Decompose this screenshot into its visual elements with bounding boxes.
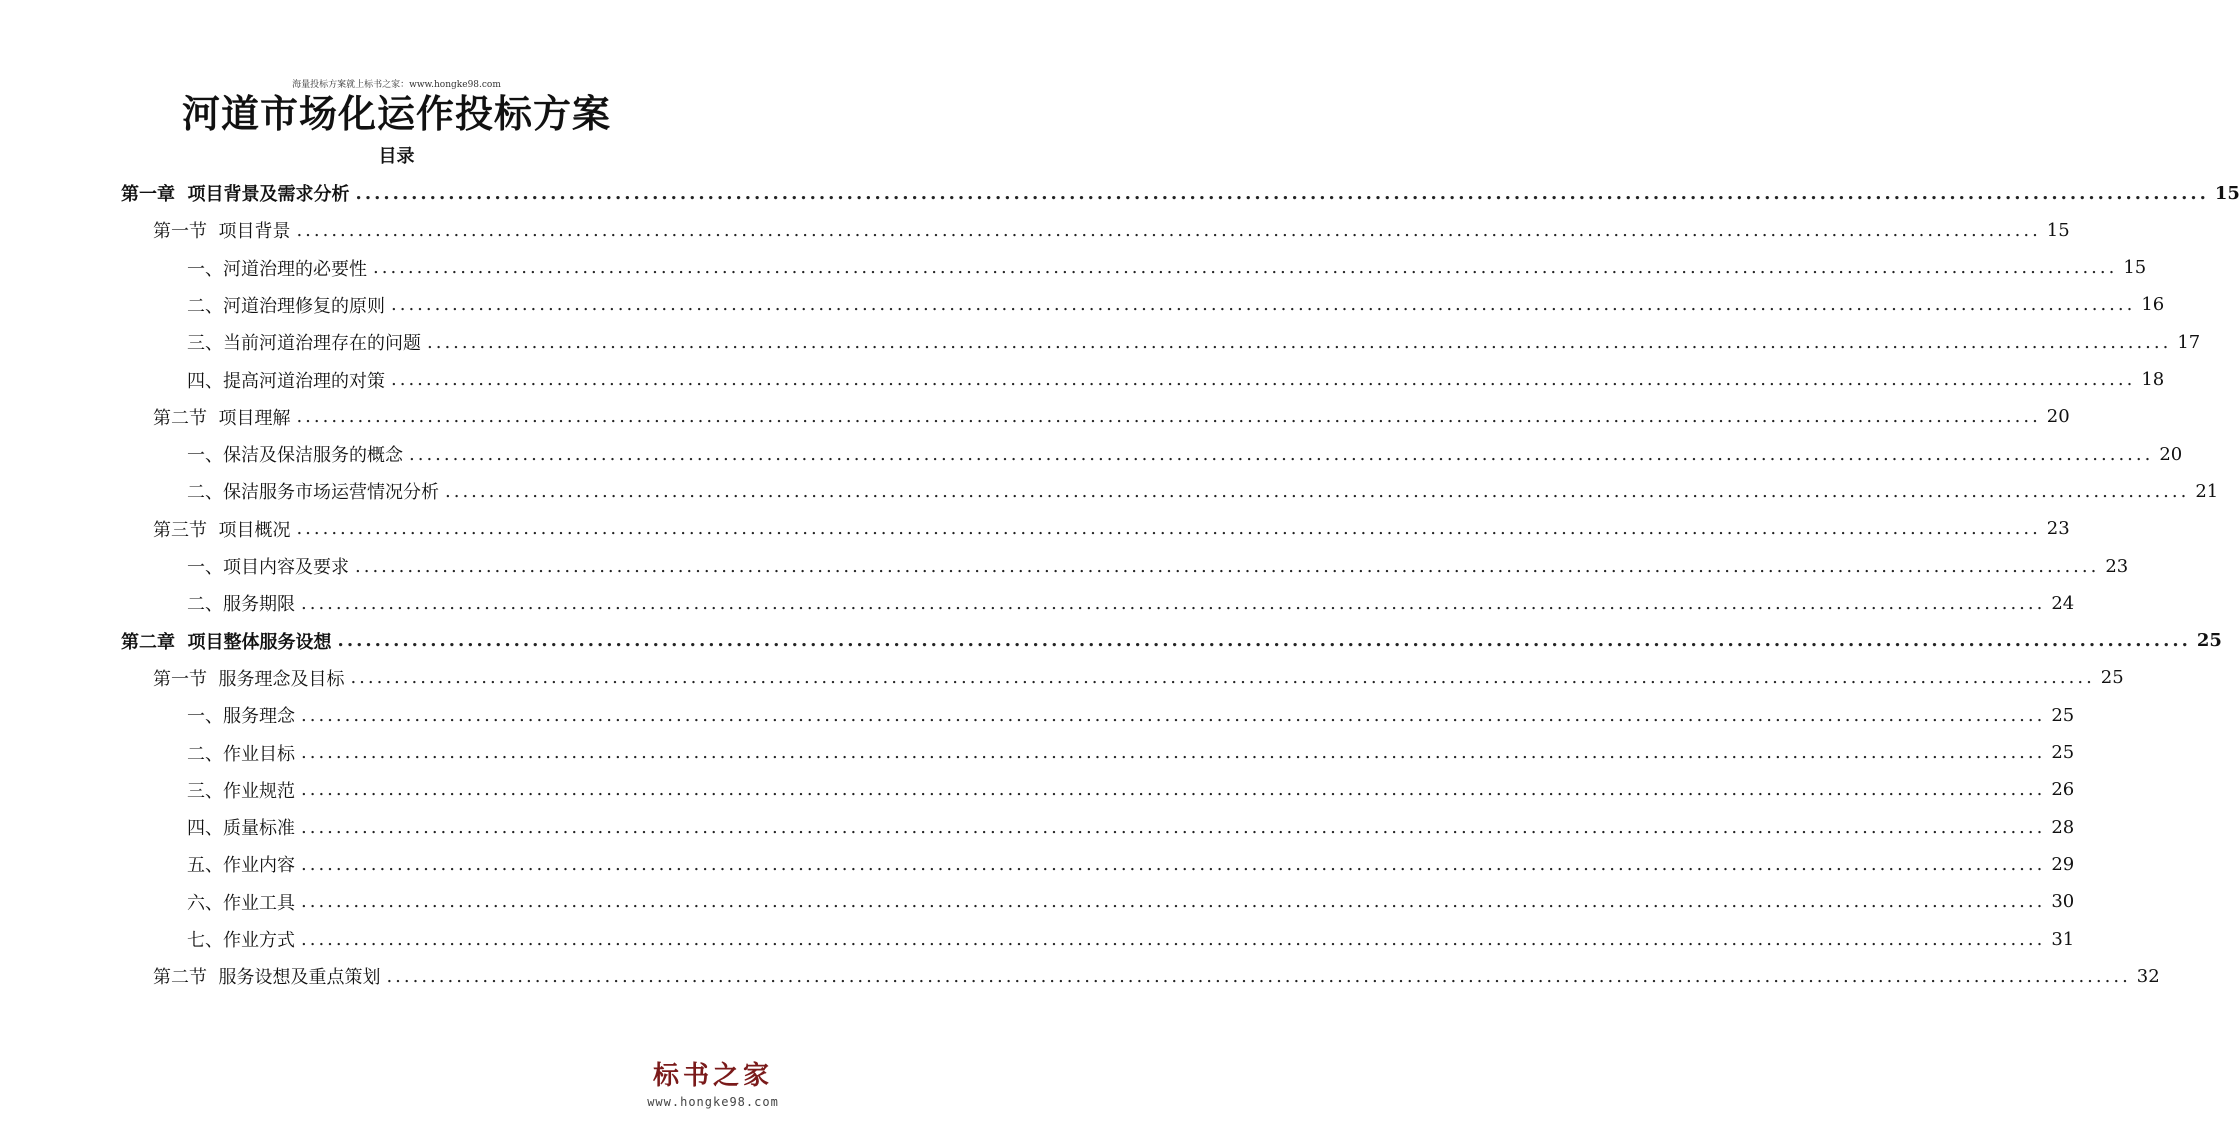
toc-entry[interactable] <box>0 512 2070 546</box>
toc-heading: 目录 <box>378 146 415 167</box>
toc-entry-page: 26 <box>2051 779 2075 801</box>
toc-entry[interactable] <box>0 400 2070 434</box>
toc-entry-page: 23 <box>2046 518 2070 540</box>
toc-entry-page: 15 <box>2046 219 2070 241</box>
toc-entry[interactable] <box>0 213 2070 247</box>
toc-entry-label: 二、作业目标 <box>187 743 295 765</box>
toc-entry-page: 25 <box>2051 742 2075 763</box>
toc-dot-leader: ........................................................................................................................................................................................................ <box>301 704 2046 726</box>
toc-dot-leader: ........................................................................................................................................................................................................ <box>373 257 2118 279</box>
toc-entry-label: 第一节 项目背景 <box>153 221 291 243</box>
toc-entry[interactable] <box>0 661 2124 695</box>
toc-dot-leader: ........................................................................................................................................................................................................ <box>301 816 2046 838</box>
toc-entry[interactable] <box>0 922 2075 956</box>
toc-entry-label: 第一节 服务理念及目标 <box>153 668 345 690</box>
toc-entry[interactable] <box>0 288 2165 322</box>
toc-entry-page: 28 <box>2051 816 2075 838</box>
toc-entry-page: 20 <box>2046 406 2070 428</box>
toc-entry[interactable] <box>0 885 2075 919</box>
toc-entry-label: 三、当前河道治理存在的问题 <box>187 333 421 355</box>
toc-entry-label: 七、作业方式 <box>187 930 295 951</box>
toc-entry-label: 第二章 项目整体服务设想 <box>121 631 332 653</box>
toc-entry-page: 17 <box>2177 331 2201 353</box>
toc-entry-label: 一、河道治理的必要性 <box>187 258 367 280</box>
toc-dot-leader: ........................................................................................................................................................................................................ <box>391 294 2136 316</box>
toc-entry-label: 二、保洁服务市场运营情况分析 <box>187 482 439 504</box>
toc-dot-leader: ........................................................................................................................................................................................................ <box>355 182 2209 204</box>
toc-entry[interactable] <box>0 437 2183 471</box>
toc-dot-leader: ........................................................................................................................................................................................................ <box>445 480 2190 502</box>
toc-entry[interactable] <box>0 810 2075 844</box>
toc-entry[interactable] <box>0 847 2075 881</box>
toc-entry[interactable] <box>0 586 2075 620</box>
toc-entry-page: 16 <box>2141 294 2165 316</box>
toc-entry-label: 第一章 项目背景及需求分析 <box>121 184 350 205</box>
toc-entry[interactable] <box>0 363 2165 397</box>
toc-entry-page: 31 <box>2051 928 2075 950</box>
toc-dot-leader: ........................................................................................................................................................................................................ <box>296 219 2041 241</box>
toc-entry-page: 32 <box>2136 965 2160 987</box>
toc-entry-label: 四、提高河道治理的对策 <box>187 370 385 392</box>
toc-entry-label: 二、服务期限 <box>187 594 295 616</box>
watermark-logo <box>638 1058 788 1110</box>
toc-dot-leader: ........................................................................................................................................................................................................ <box>391 369 2136 390</box>
toc-dot-leader: ........................................................................................................................................................................................................ <box>301 928 2046 950</box>
toc-entry-label: 二、河道治理修复的原则 <box>187 295 385 317</box>
toc-entry[interactable] <box>0 325 2201 359</box>
toc-entry-label: 第二节 项目理解 <box>153 407 291 429</box>
toc-entry[interactable] <box>0 698 2075 732</box>
toc-entry-page: 25 <box>2051 704 2075 726</box>
toc-dot-leader: ........................................................................................................................................................................................................ <box>301 853 2046 875</box>
header-note: 海量投标方案就上标书之家：www.hongke98.com <box>292 80 501 90</box>
toc-entry-label: 六、作业工具 <box>187 892 295 914</box>
toc-entry-label: 第二节 服务设想及重点策划 <box>153 967 381 989</box>
toc-entry-page: 29 <box>2051 853 2075 875</box>
toc-entry-page: 30 <box>2051 891 2075 913</box>
toc-dot-leader: ........................................................................................................................................................................................................ <box>296 518 2041 540</box>
toc-dot-leader: ........................................................................................................................................................................................................ <box>427 331 2172 353</box>
toc-entry-label: 五、作业内容 <box>187 855 295 877</box>
toc-dot-leader: ........................................................................................................................................................................................................ <box>301 742 2046 763</box>
document-title: 河道市场化运作投标方案 <box>181 91 611 136</box>
toc-entry-page: 18 <box>2141 369 2165 390</box>
toc-entry[interactable] <box>0 773 2075 807</box>
toc-entry[interactable] <box>0 624 2222 658</box>
toc-entry[interactable] <box>0 251 2147 285</box>
toc-entry-page: 25 <box>2196 630 2222 652</box>
toc-dot-leader: ........................................................................................................................................................................................................ <box>296 406 2041 428</box>
toc-dot-leader: ........................................................................................................................................................................................................ <box>301 891 2046 913</box>
toc-entry-label: 三、作业规范 <box>187 780 295 802</box>
toc-entry-label: 一、服务理念 <box>187 706 295 728</box>
toc-entry-label: 一、项目内容及要求 <box>187 557 349 578</box>
toc-entry-label: 四、质量标准 <box>187 818 295 840</box>
watermark-logo-name: 标书之家 <box>652 1061 773 1091</box>
toc-entry[interactable] <box>0 959 2160 993</box>
toc-entry-page: 15 <box>2214 182 2240 204</box>
toc-entry-label: 第三节 项目概况 <box>153 519 291 541</box>
toc-dot-leader: ........................................................................................................................................................................................................ <box>301 779 2046 801</box>
toc-dot-leader: ........................................................................................................................................................................................................ <box>386 965 2131 987</box>
toc-entry[interactable] <box>0 474 2219 508</box>
toc-dot-leader: ........................................................................................................................................................................................................ <box>355 555 2100 577</box>
toc-dot-leader: ........................................................................................................................................................................................................ <box>350 667 2095 689</box>
toc-entry-page: 21 <box>2195 480 2219 502</box>
toc-entry-page: 23 <box>2105 555 2129 577</box>
toc-entry-label: 一、保洁及保洁服务的概念 <box>187 445 403 467</box>
toc-entry[interactable] <box>0 176 2240 210</box>
toc-dot-leader: ........................................................................................................................................................................................................ <box>409 443 2154 465</box>
toc-dot-leader: ........................................................................................................................................................................................................ <box>337 630 2191 652</box>
toc-entry-page: 25 <box>2100 667 2124 689</box>
toc-entry-page: 20 <box>2159 443 2183 465</box>
toc-entry-page: 24 <box>2051 592 2075 614</box>
toc-entry-page: 15 <box>2123 257 2147 279</box>
watermark-logo-url: www.hongke98.com <box>647 1095 779 1109</box>
toc-entry[interactable] <box>0 736 2075 770</box>
toc-entry[interactable] <box>0 549 2129 583</box>
toc-dot-leader: ........................................................................................................................................................................................................ <box>301 592 2046 614</box>
